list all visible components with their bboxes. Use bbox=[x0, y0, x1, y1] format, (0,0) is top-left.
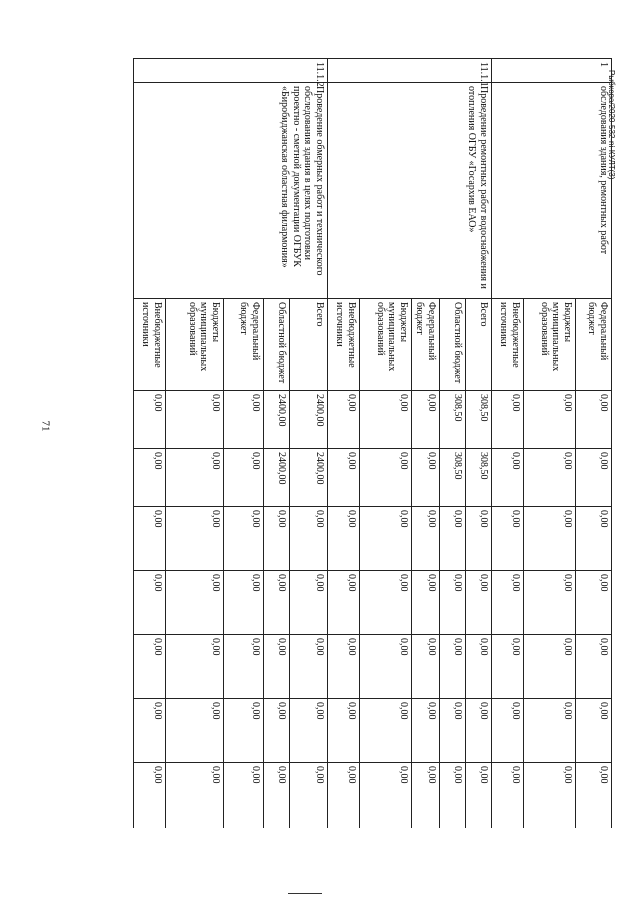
amount-cell: 0,00 bbox=[466, 635, 492, 699]
table-row bbox=[576, 59, 612, 829]
amount-cell: 0,00 bbox=[492, 449, 524, 507]
activity-title: обследования здания, ремонтных работ bbox=[492, 83, 612, 299]
amount-cell: 0,00 bbox=[328, 635, 360, 699]
amount-cell: 0,00 bbox=[412, 635, 440, 699]
amount-cell: 0,00 bbox=[264, 571, 290, 635]
amount-cell: 0,00 bbox=[264, 763, 290, 829]
amount-cell: 0,00 bbox=[492, 699, 524, 763]
rotated-page bbox=[64, 58, 612, 828]
amount-cell: 0,00 bbox=[224, 571, 264, 635]
amount-cell: 0,00 bbox=[466, 763, 492, 829]
amount-cell: 0,00 bbox=[440, 763, 466, 829]
amount-cell: 0,00 bbox=[524, 699, 576, 763]
amount-cell: 0,00 bbox=[134, 571, 166, 635]
amount-cell: 0,00 bbox=[524, 391, 576, 449]
amount-cell: 0,00 bbox=[360, 635, 412, 699]
amount-cell: 0,00 bbox=[440, 699, 466, 763]
amount-cell: 0,00 bbox=[360, 391, 412, 449]
amount-cell: 0,00 bbox=[224, 449, 264, 507]
amount-cell: 0,00 bbox=[360, 449, 412, 507]
funding-source: Федеральный бюджет bbox=[412, 299, 440, 391]
amount-cell: 0,00 bbox=[134, 449, 166, 507]
amount-cell: 0,00 bbox=[328, 507, 360, 571]
amount-cell: 0,00 bbox=[224, 763, 264, 829]
amount-cell: 0,00 bbox=[576, 507, 612, 571]
amount-cell: 0,00 bbox=[224, 391, 264, 449]
amount-cell: 0,00 bbox=[524, 635, 576, 699]
amount-cell: 0,00 bbox=[328, 571, 360, 635]
table-row bbox=[466, 59, 492, 829]
activity-title: Проведение ремонтных работ водоснабжения и отопления ОГБУ «Госархив ЕАО» bbox=[328, 83, 492, 299]
amount-cell: 0,00 bbox=[166, 699, 224, 763]
amount-cell: 0,00 bbox=[412, 507, 440, 571]
amount-cell: 0,00 bbox=[524, 507, 576, 571]
amount-cell: 0,00 bbox=[166, 635, 224, 699]
page-number: 71 bbox=[39, 420, 52, 432]
amount-cell: 0,00 bbox=[134, 635, 166, 699]
amount-cell: 0,00 bbox=[492, 763, 524, 829]
amount-cell: 0,00 bbox=[328, 699, 360, 763]
amount-cell: 308,50 bbox=[466, 449, 492, 507]
document-reference: Рыбкова/2020-532-ni-КУЛТ(3) bbox=[607, 70, 616, 180]
amount-cell: 0,00 bbox=[576, 391, 612, 449]
amount-cell: 0,00 bbox=[224, 635, 264, 699]
amount-cell: 0,00 bbox=[412, 391, 440, 449]
amount-cell: 308,50 bbox=[466, 391, 492, 449]
funding-source: Бюджеты муниципальных образований bbox=[166, 299, 224, 391]
amount-cell: 308,50 bbox=[440, 449, 466, 507]
funding-source: Внебюджетные источники bbox=[328, 299, 360, 391]
activity-title: Проведение обмерных работ и технического обследования здания в целях подготовки проектно - сметной документации ОГБУК «Биробиджанская областная филармония» bbox=[134, 83, 328, 299]
amount-cell: 0,00 bbox=[134, 763, 166, 829]
amount-cell: 308,50 bbox=[440, 391, 466, 449]
amount-cell: 0,00 bbox=[290, 763, 328, 829]
amount-cell: 0,00 bbox=[290, 635, 328, 699]
amount-cell: 2400,00 bbox=[264, 449, 290, 507]
amount-cell: 0,00 bbox=[166, 449, 224, 507]
amount-cell: 0,00 bbox=[412, 449, 440, 507]
funding-source: Федеральный бюджет bbox=[224, 299, 264, 391]
table-row bbox=[290, 59, 328, 829]
amount-cell: 0,00 bbox=[264, 635, 290, 699]
amount-cell: 0,00 bbox=[524, 571, 576, 635]
amount-cell: 0,00 bbox=[290, 507, 328, 571]
amount-cell: 0,00 bbox=[576, 699, 612, 763]
funding-source: Внебюджетные источники bbox=[492, 299, 524, 391]
funding-source: Бюджеты муниципальных образований bbox=[524, 299, 576, 391]
table-container bbox=[64, 58, 612, 828]
amount-cell: 0,00 bbox=[466, 699, 492, 763]
funding-source: Всего bbox=[290, 299, 328, 391]
funding-source: Областной бюджет bbox=[440, 299, 466, 391]
amount-cell: 0,00 bbox=[412, 699, 440, 763]
amount-cell: 0,00 bbox=[328, 449, 360, 507]
amount-cell: 2400,00 bbox=[264, 391, 290, 449]
amount-cell: 0,00 bbox=[412, 763, 440, 829]
amount-cell: 0,00 bbox=[264, 507, 290, 571]
amount-cell: 0,00 bbox=[440, 571, 466, 635]
amount-cell: 0,00 bbox=[576, 763, 612, 829]
amount-cell: 0,00 bbox=[492, 635, 524, 699]
amount-cell: 0,00 bbox=[134, 507, 166, 571]
amount-cell: 0,00 bbox=[524, 763, 576, 829]
funding-source: Всего bbox=[466, 299, 492, 391]
amount-cell: 0,00 bbox=[412, 571, 440, 635]
amount-cell: 0,00 bbox=[290, 699, 328, 763]
amount-cell: 0,00 bbox=[466, 507, 492, 571]
amount-cell: 0,00 bbox=[166, 507, 224, 571]
amount-cell: 0,00 bbox=[440, 635, 466, 699]
bottom-rule bbox=[288, 893, 322, 894]
amount-cell: 0,00 bbox=[576, 635, 612, 699]
amount-cell: 0,00 bbox=[166, 571, 224, 635]
amount-cell: 0,00 bbox=[492, 507, 524, 571]
amount-cell: 0,00 bbox=[134, 391, 166, 449]
budget-table bbox=[133, 58, 612, 828]
amount-cell: 0,00 bbox=[576, 571, 612, 635]
amount-cell: 0,00 bbox=[224, 507, 264, 571]
amount-cell: 2400,00 bbox=[290, 449, 328, 507]
amount-cell: 0,00 bbox=[290, 571, 328, 635]
funding-source: Внебюджетные источники bbox=[134, 299, 166, 391]
amount-cell: 0,00 bbox=[264, 699, 290, 763]
amount-cell: 0,00 bbox=[166, 391, 224, 449]
amount-cell: 0,00 bbox=[492, 391, 524, 449]
row-index: 11.1.1 bbox=[328, 59, 492, 83]
amount-cell: 0,00 bbox=[328, 391, 360, 449]
funding-source: Областной бюджет bbox=[264, 299, 290, 391]
amount-cell: 0,00 bbox=[576, 449, 612, 507]
amount-cell: 2400,00 bbox=[290, 391, 328, 449]
amount-cell: 0,00 bbox=[360, 571, 412, 635]
amount-cell: 0,00 bbox=[466, 571, 492, 635]
funding-source: Федеральный бюджет bbox=[576, 299, 612, 391]
amount-cell: 0,00 bbox=[360, 699, 412, 763]
amount-cell: 0,00 bbox=[492, 571, 524, 635]
amount-cell: 0,00 bbox=[166, 763, 224, 829]
funding-source: Бюджеты муниципальных образований bbox=[360, 299, 412, 391]
amount-cell: 0,00 bbox=[328, 763, 360, 829]
amount-cell: 0,00 bbox=[440, 507, 466, 571]
row-index: 1 bbox=[492, 59, 612, 83]
amount-cell: 0,00 bbox=[134, 699, 166, 763]
row-index: 11.1.2 bbox=[134, 59, 328, 83]
amount-cell: 0,00 bbox=[524, 449, 576, 507]
amount-cell: 0,00 bbox=[360, 507, 412, 571]
amount-cell: 0,00 bbox=[360, 763, 412, 829]
amount-cell: 0,00 bbox=[224, 699, 264, 763]
